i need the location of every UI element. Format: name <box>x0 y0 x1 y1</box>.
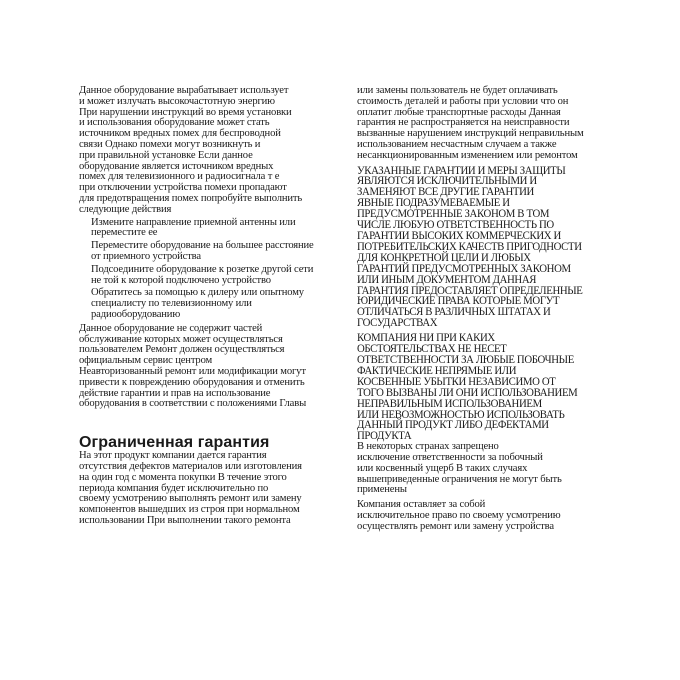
left-column <box>79 86 341 527</box>
disclaimer-caps-block: УКАЗАННЫЕ ГАРАНТИИ И МЕРЫ ЗАЩИТЫ ЯВЛЯЮТСЯ ИСКЛЮЧИТЕЛЬНЫМИ И ЗАМЕНЯЮТ ВСЕ ДРУГИЕ ГАРАНТИИ ЯВНЫЕ ПОДРАЗУМЕВАЕМЫЕ И ПРЕДУСМОТРЕННЫЕ ЗАКОНОМ В ТОМ ЧИСЛЕ ЛЮБУЮ ОТВЕТСТВЕННОСТЬ ПО ГАРАНТИИ ВЫСОКИХ КОММЕРЧЕСКИХ И ПОТРЕБИТЕЛЬСКИХ КАЧЕСТВ ПРИГОДНОСТИ ДЛЯ КОНКРЕТНОЙ ЦЕЛИ И ЛЮБЫХ ГАРАНТИЙ ПРЕДУСМОТРЕННЫХ ЗАКОНОМ ИЛИ ИНЫМ ДОКУМЕНТОМ ДАННАЯ ГАРАНТИЯ ПРЕДОСТАВЛЯЕТ ОПРЕДЕЛЕННЫЕ ЮРИДИЧЕСКИЕ ПРАВА КОТОРЫЕ МОГУТ ОТЛИЧАТЬСЯ В РАЗЛИЧНЫХ ШТАТАХ И ГОСУДАРСТВАХ <box>357 163 583 330</box>
jurisdiction-paragraph: В некоторых странах запрещено исключение ответственности за побочный или косвенный ущерб В таких случаях вышеприведенные ограничения не могут быть применены <box>357 441 562 496</box>
list-item: Обратитесь за помощью к дилеру или опытному специалисту по телевизионному или радиооборудованию <box>91 287 304 320</box>
right-column <box>357 86 619 533</box>
warranty-continuation: или замены пользователь не будет оплачивать стоимость деталей и работы при условии что он оплатит любые транспортные расходы Данная гарантия не распространяется на неисправности вызванные нарушением инструкций неправильным использованием несчастным случаем а также несанкционированным изменением или ремонтом <box>357 85 584 161</box>
interference-intro: Данное оборудование вырабатывает использует и может излучать высокочастотную энергию При нарушении инструкций во время установки и использования оборудование может стать источником вредных помех для беспроводной связи Однако помехи могут возникнуть и при правильной установке Если данное оборудование является источником вредных помех для телевизионного и радиосигнала т е при отключении устройства помехи пропадают для предотвращения помех попробуйте выполнить следующие действия <box>79 85 303 215</box>
warranty-paragraph: На этот продукт компании дается гарантия отсутствия дефектов материалов или изготовления на один год с момента покупки В течение этого периода компания будет исключительно по своему усмотрению выполнять ремонт или замену компонентов вышедших из строя при нормальном использовании При выполнении такого ремонта <box>79 450 302 526</box>
list-item: Переместите оборудование на большее расстояние от приемного устройства <box>91 240 314 262</box>
company-rights-paragraph: Компания оставляет за собой исключительное право по своему усмотрению осуществлять ремонт или замену устройства <box>357 499 561 532</box>
list-item: Измените направление приемной антенны или переместите ее <box>91 216 296 239</box>
liability-caps-block: КОМПАНИЯ НИ ПРИ КАКИХ ОБСТОЯТЕЛЬСТВАХ НЕ НЕСЕТ ОТВЕТСТВЕННОСТИ ЗА ЛЮБЫЕ ПОБОЧНЫЕ ФАКТИЧЕСКИЕ НЕПРЯМЫЕ ИЛИ КОСВЕННЫЕ УБЫТКИ НЕЗАВИСИМО ОТ ТОГО ВЫЗВАНЫ ЛИ ОНИ ИСПОЛЬЗОВАНИЕМ НЕПРАВИЛЬНЫМ ИСПОЛЬЗОВАНИЕМ ИЛИ НЕВОЗМОЖНОСТЬЮ ИСПОЛЬЗОВАТЬ ДАННЫЙ ПРОДУКТ ЛИБО ДЕФЕКТАМИ ПРОДУКТА <box>357 331 578 443</box>
interference-remedies-list <box>91 218 341 321</box>
list-item: Подсоедините оборудование к розетке другой сети не той к которой подключено устройство <box>91 263 314 286</box>
section-heading: Ограниченная гарантия <box>79 434 270 452</box>
service-paragraph: Данное оборудование не содержит частей обслуживание которых может осуществляться пользователем Ремонт должен осуществляться официальным сервис центром Неавторизованный ремонт или модификации могут привести к повреждению оборудования и отменить действие гарантии и прав на использование оборудования в соответствии с положениями Главы <box>79 322 307 410</box>
